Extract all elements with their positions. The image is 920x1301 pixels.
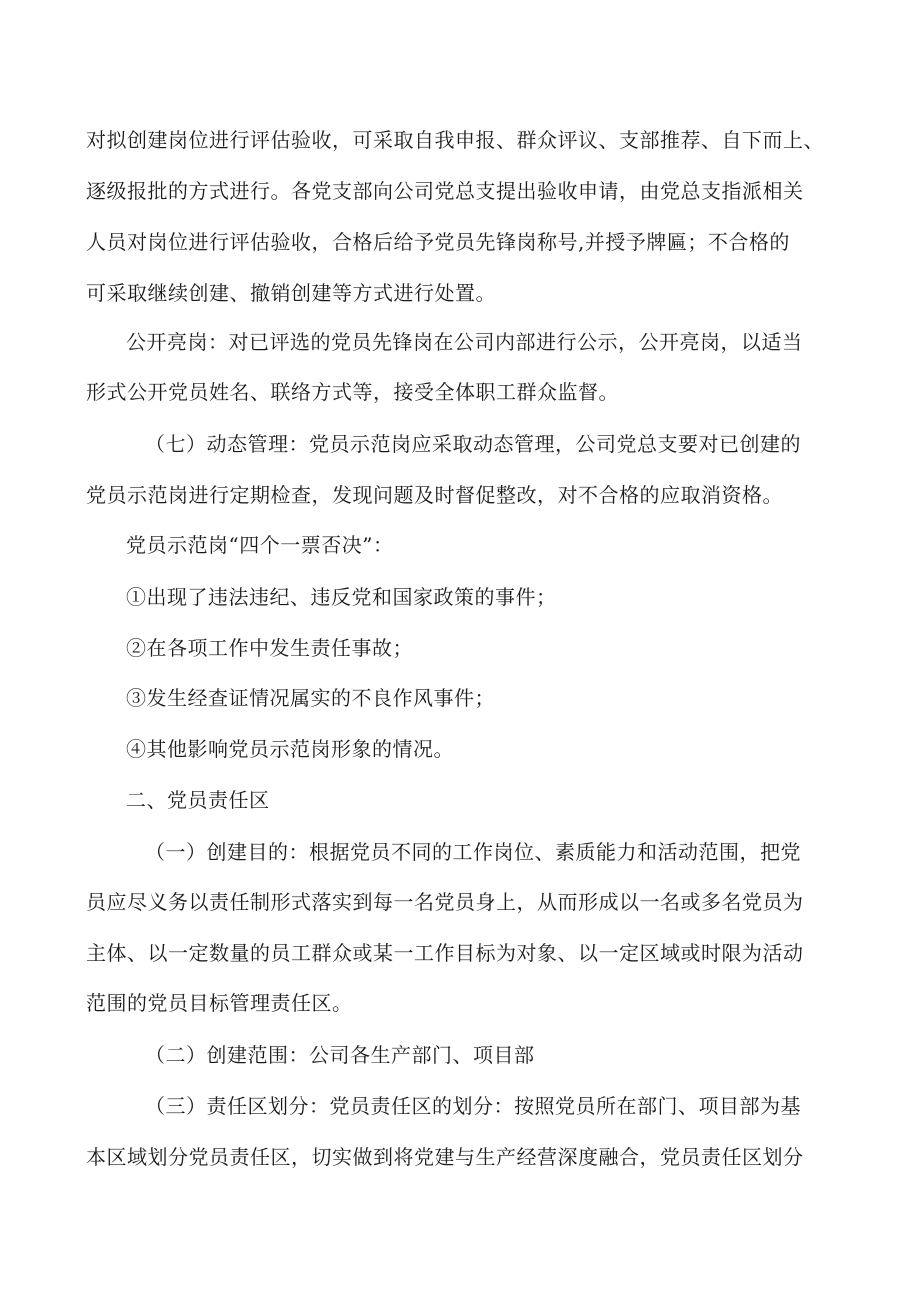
veto-list-title: 党员示范岗“四个一票否决”： [126, 533, 394, 557]
section-heading-dynamic-management: （七）动态管理：党员示范岗应采取动态管理，公司党总支要对已创建的 [145, 432, 801, 456]
paragraph-line-4: 可采取继续创建、撤销创建等方式进行处置。 [86, 281, 496, 305]
veto-item-2: ②在各项工作中发生责任事故； [126, 636, 413, 660]
subsection-scope: （二）创建范围：公司各生产部门、项目部 [145, 1043, 535, 1067]
veto-item-1: ①出现了违法违纪、违反党和国家政策的事件； [126, 585, 557, 609]
paragraph-line-1: 对拟创建岗位进行评估验收，可采取自我申报、群众评议、支部推荐、自下而上、 [86, 128, 824, 152]
paragraph-line-17: 主体、以一定数量的员工群众或某一工作目标为对象、以一定区域或时限为活动 [86, 941, 804, 965]
subsection-division: （三）责任区划分：党员责任区的划分：按照党员所在部门、项目部为基 [145, 1094, 801, 1118]
paragraph-line-16: 员应尽义务以责任制形式落实到每一名党员身上，从而形成以一名或多名党员为 [86, 890, 804, 914]
paragraph-line-2: 逐级报批的方式进行。各党支部向公司党总支提出验收申请，由党总支指派相关 [86, 179, 804, 203]
paragraph-line-3: 人员对岗位进行评估验收，合格后给予党员先锋岗称号,并授予牌匾；不合格的 [86, 230, 790, 254]
paragraph-line-18: 范围的党员目标管理责任区。 [86, 991, 353, 1015]
subsection-purpose: （一）创建目的：根据党员不同的工作岗位、素质能力和活动范围，把党 [145, 840, 801, 864]
paragraph-line-21: 本区域划分党员责任区，切实做到将党建与生产经营深度融合，党员责任区划分 [86, 1145, 804, 1169]
paragraph-line-5: 公开亮岗：对已评选的党员先锋岗在公司内部进行公示，公开亮岗，以适当 [126, 330, 803, 354]
veto-item-3: ③发生经查证情况属实的不良作风事件； [126, 686, 495, 710]
paragraph-line-6: 形式公开党员姓名、联络方式等，接受全体职工群众监督。 [86, 380, 619, 404]
section-heading-responsibility-zone: 二、党员责任区 [126, 788, 270, 812]
veto-item-4: ④其他影响党员示范岗形象的情况。 [126, 737, 454, 761]
paragraph-line-8: 党员示范岗进行定期检查，发现问题及时督促整改，对不合格的应取消资格。 [86, 483, 783, 507]
